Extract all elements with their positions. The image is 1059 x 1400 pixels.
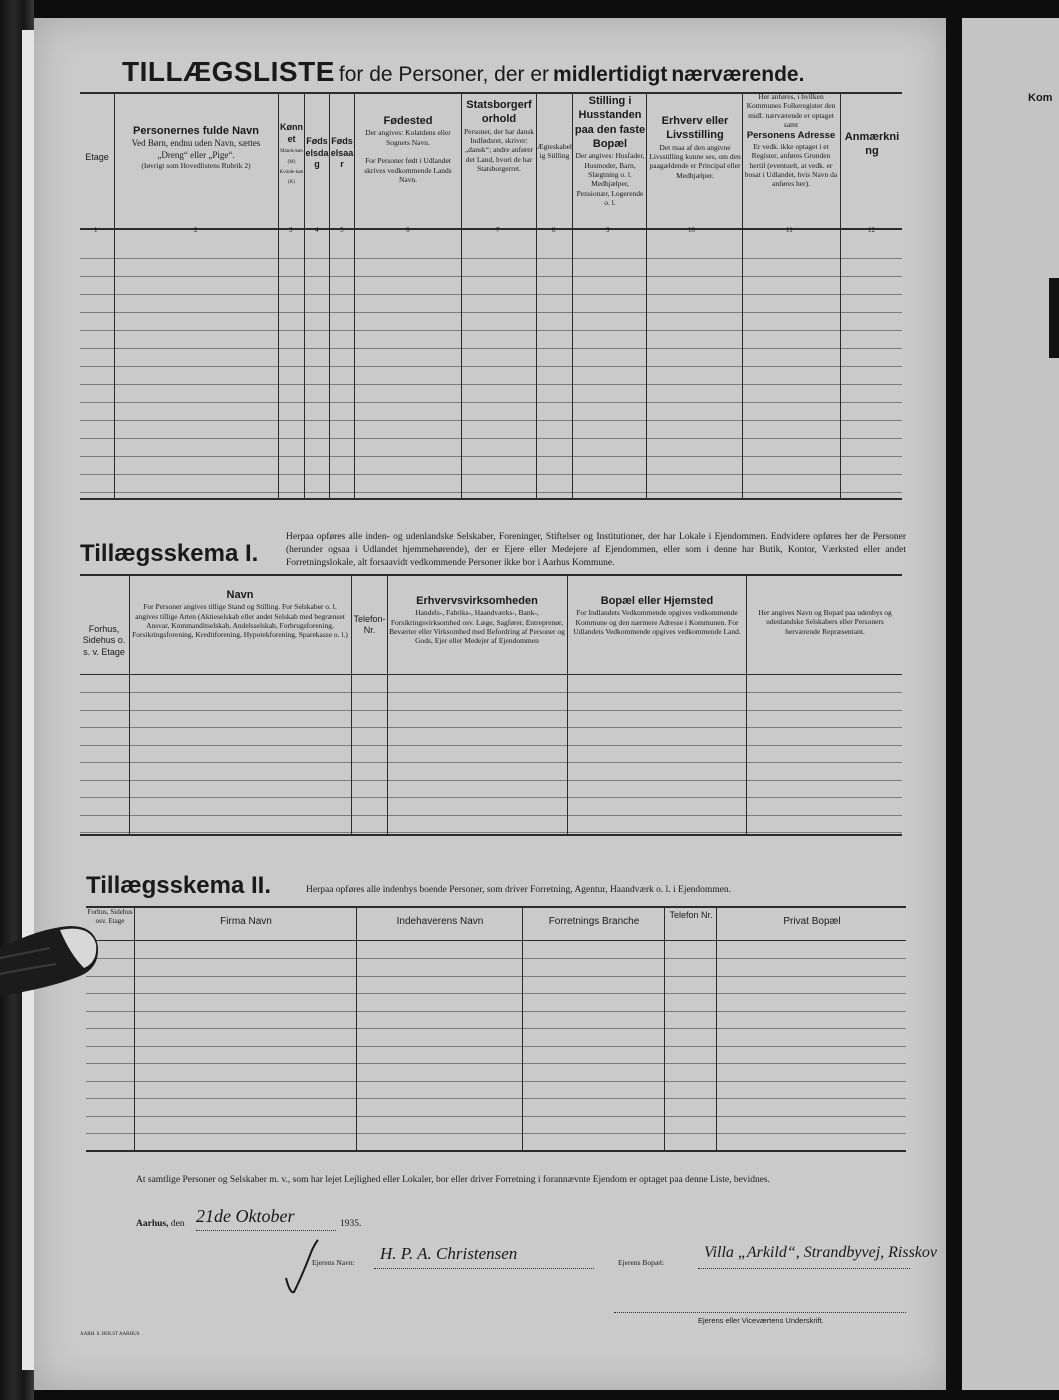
col-stilling bbox=[574, 94, 646, 207]
row-rule bbox=[80, 727, 902, 728]
t2-col-etage: Forhus, Sidehus o. s. v. Etage bbox=[82, 624, 126, 657]
col-num: 9 bbox=[606, 226, 610, 234]
date-handwritten: 21de Oktober bbox=[196, 1206, 295, 1226]
col-num: 3 bbox=[289, 226, 293, 234]
row-rule bbox=[80, 276, 902, 277]
t2-col-bopael-head: Bopæl eller Hjemsted bbox=[600, 595, 714, 607]
col-foedested-head: Fødested bbox=[383, 115, 433, 127]
t2-vline bbox=[567, 574, 568, 836]
t3-vline bbox=[664, 906, 665, 1152]
col-stilling-sub: Der angives: Husfader, Husmoder, Barn, Slægtning o. l. Medhjælper, Pensionær, Logerende o. l. bbox=[575, 151, 645, 208]
col-erhverv bbox=[648, 114, 742, 180]
t1-vline bbox=[461, 92, 462, 500]
row-rule bbox=[86, 976, 906, 977]
t2-vline bbox=[387, 574, 388, 836]
col-adresse-head: Personens Adresse bbox=[746, 129, 836, 141]
t3-vline bbox=[716, 906, 717, 1152]
t2-vline bbox=[129, 574, 130, 836]
owner-address-label: Ejerens Bopæl: bbox=[618, 1258, 665, 1267]
table2-bottom-border bbox=[80, 834, 902, 836]
place-label: Aarhus, bbox=[136, 1219, 169, 1229]
col-anmaerkning bbox=[842, 130, 902, 159]
table3-header-bottom bbox=[86, 940, 906, 941]
row-rule bbox=[80, 330, 902, 331]
col-num: 7 bbox=[496, 226, 500, 234]
owner-name-label: Ejerens Navn: bbox=[312, 1258, 355, 1267]
t2-col-navn-sub: For Personer angives tillige Stand og Stilling. For Selskaber o. l. angives tillige Arten (Aktieselskab eller andet Selskab med begrænset Ansvar, Kommanditselskab, Andelsselskab, Forbrugsforening, Forsikringsforening, Kreditforening, Hypotekforening, Sparekasse o. l.) bbox=[132, 602, 348, 640]
year-label: 1935. bbox=[340, 1219, 362, 1229]
col-num: 6 bbox=[406, 226, 410, 234]
col-etage-head: Etage bbox=[85, 152, 109, 162]
t3-vline bbox=[356, 906, 357, 1152]
owner-name-handwritten: H. P. A. Christensen bbox=[380, 1244, 518, 1263]
t3-vline bbox=[522, 906, 523, 1152]
col-adresse bbox=[743, 92, 839, 189]
col-num: 2 bbox=[194, 226, 198, 234]
t3-col-branche: Forretnings Branche bbox=[548, 916, 640, 927]
col-num: 10 bbox=[688, 226, 695, 234]
skema2-title: Tillægsskema II. bbox=[86, 872, 271, 899]
date-line bbox=[136, 1218, 185, 1231]
col-erhverv-head: Erhverv eller Livsstilling bbox=[661, 115, 729, 142]
row-rule bbox=[86, 1046, 906, 1047]
col-num: 8 bbox=[552, 226, 556, 234]
col-koen bbox=[279, 122, 304, 186]
owner-name-dotted-line bbox=[374, 1268, 594, 1269]
row-rule bbox=[80, 438, 902, 439]
row-rule bbox=[86, 958, 906, 959]
title-end: nærværende. bbox=[671, 63, 805, 86]
t1-vline bbox=[354, 92, 355, 500]
t1-vline bbox=[646, 92, 647, 500]
col-num: 1 bbox=[94, 226, 98, 234]
t2-col-erhverv-head: Erhvervsvirksomheden bbox=[416, 595, 538, 607]
col-statsborger-head: Statsborgerforhold bbox=[466, 99, 532, 126]
row-rule bbox=[80, 762, 902, 763]
col-aegteskab bbox=[537, 142, 572, 161]
t3-col-indehaver: Indehaverens Navn bbox=[396, 916, 484, 927]
col-statsborger bbox=[463, 98, 535, 173]
col-foedselsaar-head: Fødselsaar bbox=[330, 136, 354, 170]
col-num: 11 bbox=[786, 226, 793, 234]
row-rule bbox=[80, 294, 902, 295]
table2-top-border bbox=[80, 574, 902, 576]
col-foedselsdag bbox=[305, 136, 329, 171]
col-foedested bbox=[356, 114, 460, 185]
den-label: den bbox=[170, 1219, 185, 1229]
row-rule bbox=[80, 348, 902, 349]
table3-bottom-border bbox=[86, 1150, 906, 1152]
t2-col-navn bbox=[131, 588, 349, 640]
col-koen-sub: Mands-køn (M) Kvinde-køn (K) bbox=[279, 149, 304, 186]
col-anmaerkning-head: Anmærkning bbox=[844, 131, 900, 158]
table1-bottom-border bbox=[80, 498, 902, 500]
row-rule bbox=[80, 258, 902, 259]
finger-image bbox=[0, 918, 100, 1008]
col-navn-sub: Ved Børn, endnu uden Navn, sættes „Dreng“ eller „Pige“. bbox=[131, 138, 261, 160]
title-rest: for de Personer, der er bbox=[338, 63, 550, 86]
t2-col-erhverv bbox=[389, 594, 565, 646]
col-adresse-sub: Her anføres, i hvilken Kommunes Folkeregister den midl. nærværende er optaget samt bbox=[746, 92, 836, 130]
next-page-mark bbox=[1049, 278, 1059, 358]
t2-col-bopael bbox=[569, 594, 745, 636]
owner-address-dotted-line bbox=[698, 1268, 910, 1269]
row-rule bbox=[80, 420, 902, 421]
row-rule bbox=[86, 993, 906, 994]
col-koen-head: Kønnet bbox=[280, 122, 303, 144]
skema2-note: Herpaa opføres alle indenbys boende Personer, som driver Forretning, Agentur, Haandværk o. l. i Ejendommen. bbox=[306, 885, 732, 895]
row-rule bbox=[80, 832, 902, 833]
col-adresse-sub2: Er vedk. ikke optaget i et Register, anføres Grunden hertil (eventuelt, at vedk. er bosat i Udlandet, hvis Navn da anføres her). bbox=[744, 141, 838, 189]
next-page-fragment: Kom bbox=[1028, 92, 1053, 104]
table3-top-border bbox=[86, 906, 906, 908]
row-rule bbox=[80, 402, 902, 403]
row-rule bbox=[80, 312, 902, 313]
table1-header-bottom bbox=[80, 228, 902, 230]
signature-label: Ejerens eller Viceværtens Underskrift. bbox=[698, 1316, 824, 1325]
t2-col-repraesentant bbox=[748, 608, 902, 636]
col-num: 5 bbox=[340, 226, 344, 234]
row-rule bbox=[80, 384, 902, 385]
row-rule bbox=[86, 1063, 906, 1064]
row-rule bbox=[86, 1116, 906, 1117]
row-rule bbox=[86, 1028, 906, 1029]
t3-col-privat-bopael: Privat Bopæl bbox=[783, 916, 841, 927]
next-page bbox=[962, 18, 1059, 1390]
form-page bbox=[34, 18, 946, 1390]
printer-imprint: AARH. S. HOLST AARHUS bbox=[80, 1332, 140, 1337]
row-rule bbox=[80, 815, 902, 816]
col-foedested-sub: Der angives: Kolatdens eller Sognets Navn. bbox=[365, 128, 451, 147]
col-stilling-head: Stilling i Husstanden paa den faste Bopæl bbox=[574, 95, 646, 150]
t3-col-telefon: Telefon Nr. bbox=[669, 910, 713, 920]
col-foedselsdag-head: Fødselsdag bbox=[305, 136, 329, 170]
row-rule bbox=[80, 492, 902, 493]
title-bold: TILLÆGSLISTE bbox=[122, 56, 335, 87]
t2-col-repraesentant-sub: Her angives Navn og Bopæl paa udenbys og udenlandske Selskabers eller Personers herværende Repræsentant. bbox=[758, 608, 892, 636]
skema1-title: Tillægsskema I. bbox=[80, 540, 259, 567]
row-rule bbox=[80, 797, 902, 798]
col-navn bbox=[116, 124, 276, 170]
row-rule bbox=[86, 1081, 906, 1082]
date-dotted-line bbox=[196, 1230, 336, 1231]
row-rule bbox=[80, 474, 902, 475]
col-foedested-sub2: For Personer født i Udlandet skrives vedkommende Lands Navn. bbox=[364, 156, 452, 185]
row-rule bbox=[86, 1133, 906, 1134]
col-navn-sub2: (Iøvrigt som Hovedlistens Rubrik 2) bbox=[141, 160, 251, 170]
t1-vline bbox=[114, 92, 115, 500]
t2-col-erhverv-sub: Handels-, Fabriks-, Haandværks-, Bank-, Forsikringsvirksomhed osv. Læge, Sagfører, Entreprenør, Beværter eller Virksomhed med Befordring af Personer og Gods, Ejer eller Medejer af Ejendommen bbox=[389, 608, 565, 646]
col-erhverv-sub: Det maa af den angivne Livsstilling kunne ses, om den paagældende er Principal eller Medhjælper. bbox=[649, 142, 741, 180]
row-rule bbox=[80, 780, 902, 781]
t3-vline bbox=[134, 906, 135, 1152]
t2-col-telefon: Telefon-Nr. bbox=[353, 614, 386, 636]
row-rule bbox=[80, 710, 902, 711]
row-rule bbox=[80, 456, 902, 457]
title-emph: midlertidigt bbox=[553, 63, 668, 86]
row-rule bbox=[80, 745, 902, 746]
col-foedselsaar bbox=[330, 136, 354, 171]
signature-dotted-line bbox=[614, 1312, 906, 1313]
col-num: 4 bbox=[315, 226, 319, 234]
t3-col-etage: Forhus, Sidehus osv. Etage bbox=[87, 908, 133, 925]
row-rule bbox=[80, 366, 902, 367]
t3-col-firma: Firma Navn bbox=[220, 916, 272, 927]
col-navn-head: Personernes fulde Navn bbox=[133, 125, 259, 137]
attestation-text: At samtlige Personer og Selskaber m. v., som har lejet Lejlighed eller Lokaler, bor eller driver Forretning i forannævnte Ejendom er optaget paa denne Liste, bevidnes. bbox=[136, 1175, 770, 1185]
row-rule bbox=[80, 692, 902, 693]
col-aegteskab-head: Ægteskabelig Stilling bbox=[537, 142, 572, 161]
row-rule bbox=[86, 1098, 906, 1099]
t1-vline bbox=[840, 92, 841, 500]
t2-vline bbox=[746, 574, 747, 836]
table2-header-bottom bbox=[80, 674, 902, 675]
skema1-note: Herpaa opføres alle inden- og udenlandske Selskaber, Foreninger, Stiftelser og Institutioner, der har Lokale i Ejendommen. Endvidere opføres her de Personer (herunder ogsaa i Udlandet hjemmehørende), der er Ejere eller Medejere af Ejendommen, eller som i denne har Butik, Kontor, Værksted eller andet Forretningslokale, alt forsaavidt vedkommende Personer ikke bor i Aarhus Kommune. bbox=[286, 532, 906, 568]
t1-vline bbox=[572, 92, 573, 500]
tillaegsliste-title bbox=[122, 56, 804, 88]
row-rule bbox=[86, 1011, 906, 1012]
t2-col-navn-head: Navn bbox=[226, 589, 254, 601]
col-statsborger-sub: Personer, der har dansk Indfødsret, skriver: „dansk“; andre anfører det Land, hvori de har Statsborgerret. bbox=[463, 126, 535, 174]
t2-col-bopael-sub: For Indlandets Vedkommende opgives vedkommende Kommune og den nærmere Adresse i Kommunen. For Udlandets Vedkommende opgives vedkommende Land. bbox=[573, 608, 741, 637]
col-num: 12 bbox=[868, 226, 875, 234]
owner-address-handwritten: Villa „Arkild“, Strandbyvej, Risskov bbox=[704, 1244, 938, 1261]
